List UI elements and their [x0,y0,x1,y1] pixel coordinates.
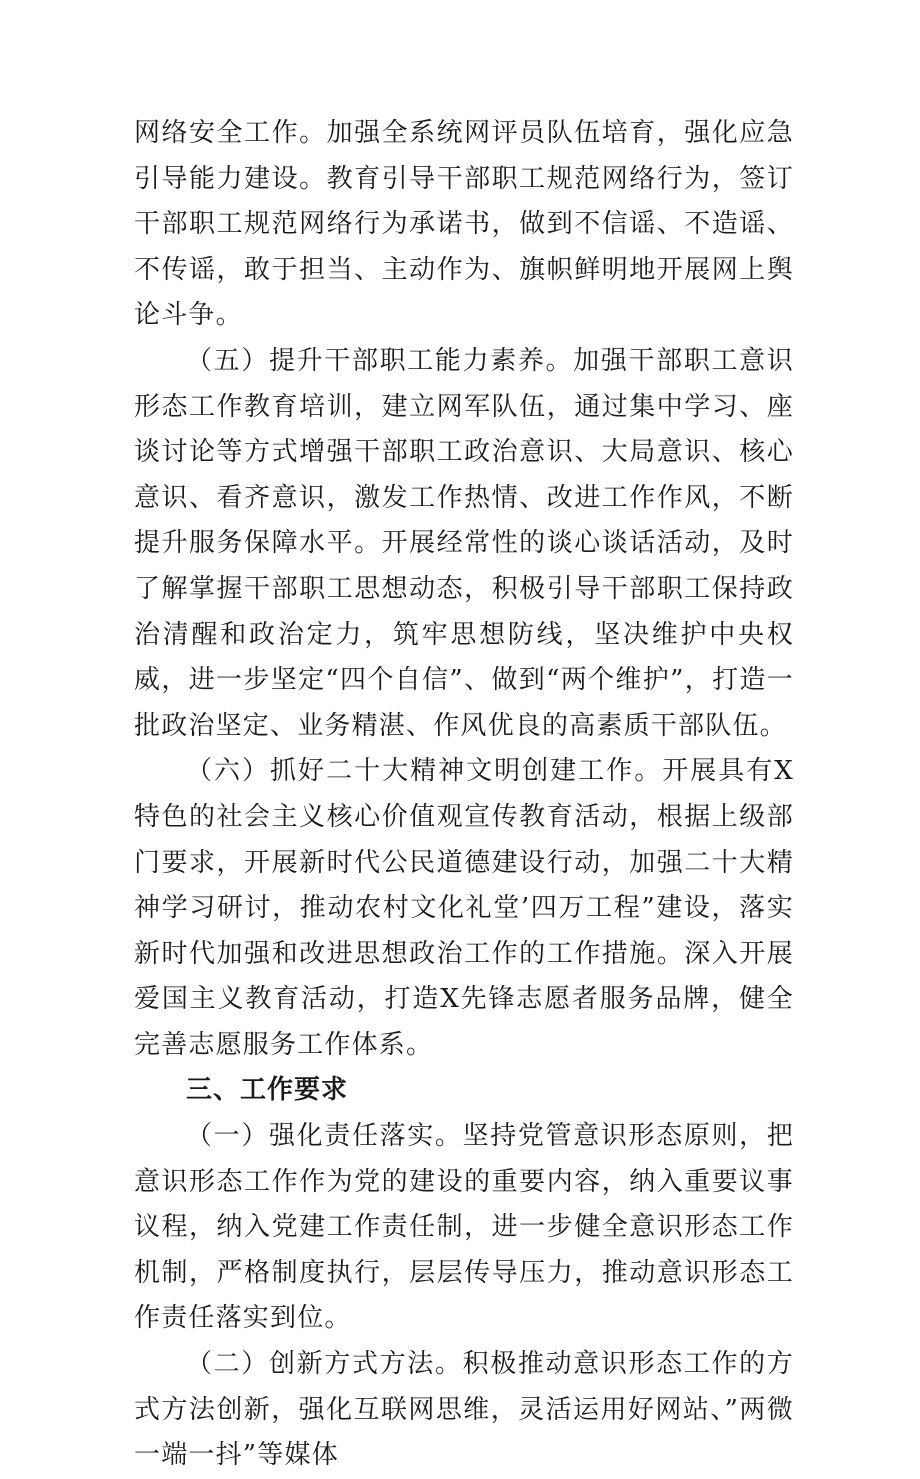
section-heading-work-requirements: 三、工作要求 [186,1075,349,1106]
paragraph-item-6: （六）抓好二十大精神文明创建工作。开展具有X特色的社会主义核心价值观宣传教育活动，根据上级部门要求，开展新时代公民道德建设行动，加强二十大精神学习研讨，推动农村文化礼堂’四万工程”建设，落实新时代加强和改进思想政治工作的工作措施。深入开展爱国主义教育活动，打造X先锋志愿者服务品牌，健全完善志愿服务工作体系。 [134,756,794,1060]
paragraph-requirement-1: （一）强化责任落实。坚持党管意识形态原则，把意识形态工作作为党的建设的重要内容，纳入重要议事议程，纳入党建工作责任制，进一步健全意识形态工作机制，严格制度执行，层层传导压力，推动意识形态工作责任落实到位。 [134,1121,794,1334]
paragraph-requirement-2: （二）创新方式方法。积极推动意识形态工作的方式方法创新，强化互联网思维，灵活运用好网站、”两微一端一抖”等媒体 [134,1349,794,1471]
paragraph-network-security: 网络安全工作。加强全系统网评员队伍培育，强化应急引导能力建设。教育引导干部职工规范网络行为，签订干部职工规范网络行为承诺书，做到不信谣、不造谣、不传谣，敢于担当、主动作为、旗帜鲜明地开展网上舆论斗争。 [134,118,794,331]
paragraph-item-5: （五）提升干部职工能力素养。加强干部职工意识形态工作教育培训，建立网军队伍，通过集中学习、座谈讨论等方式增强干部职工政治意识、大局意识、核心意识、看齐意识，激发工作热情、改进工作作风，不断提升服务保障水平。开展经常性的谈心谈话活动，及时了解掌握干部职工思想动态，积极引导干部职工保持政治清醒和政治定力，筑牢思想防线，坚决维护中央权威，进一步坚定“四个自信”、做到“两个维护”，打造一批政治坚定、业务精湛、作风优良的高素质干部队伍。 [134,345,794,741]
document-body [134,111,794,1479]
